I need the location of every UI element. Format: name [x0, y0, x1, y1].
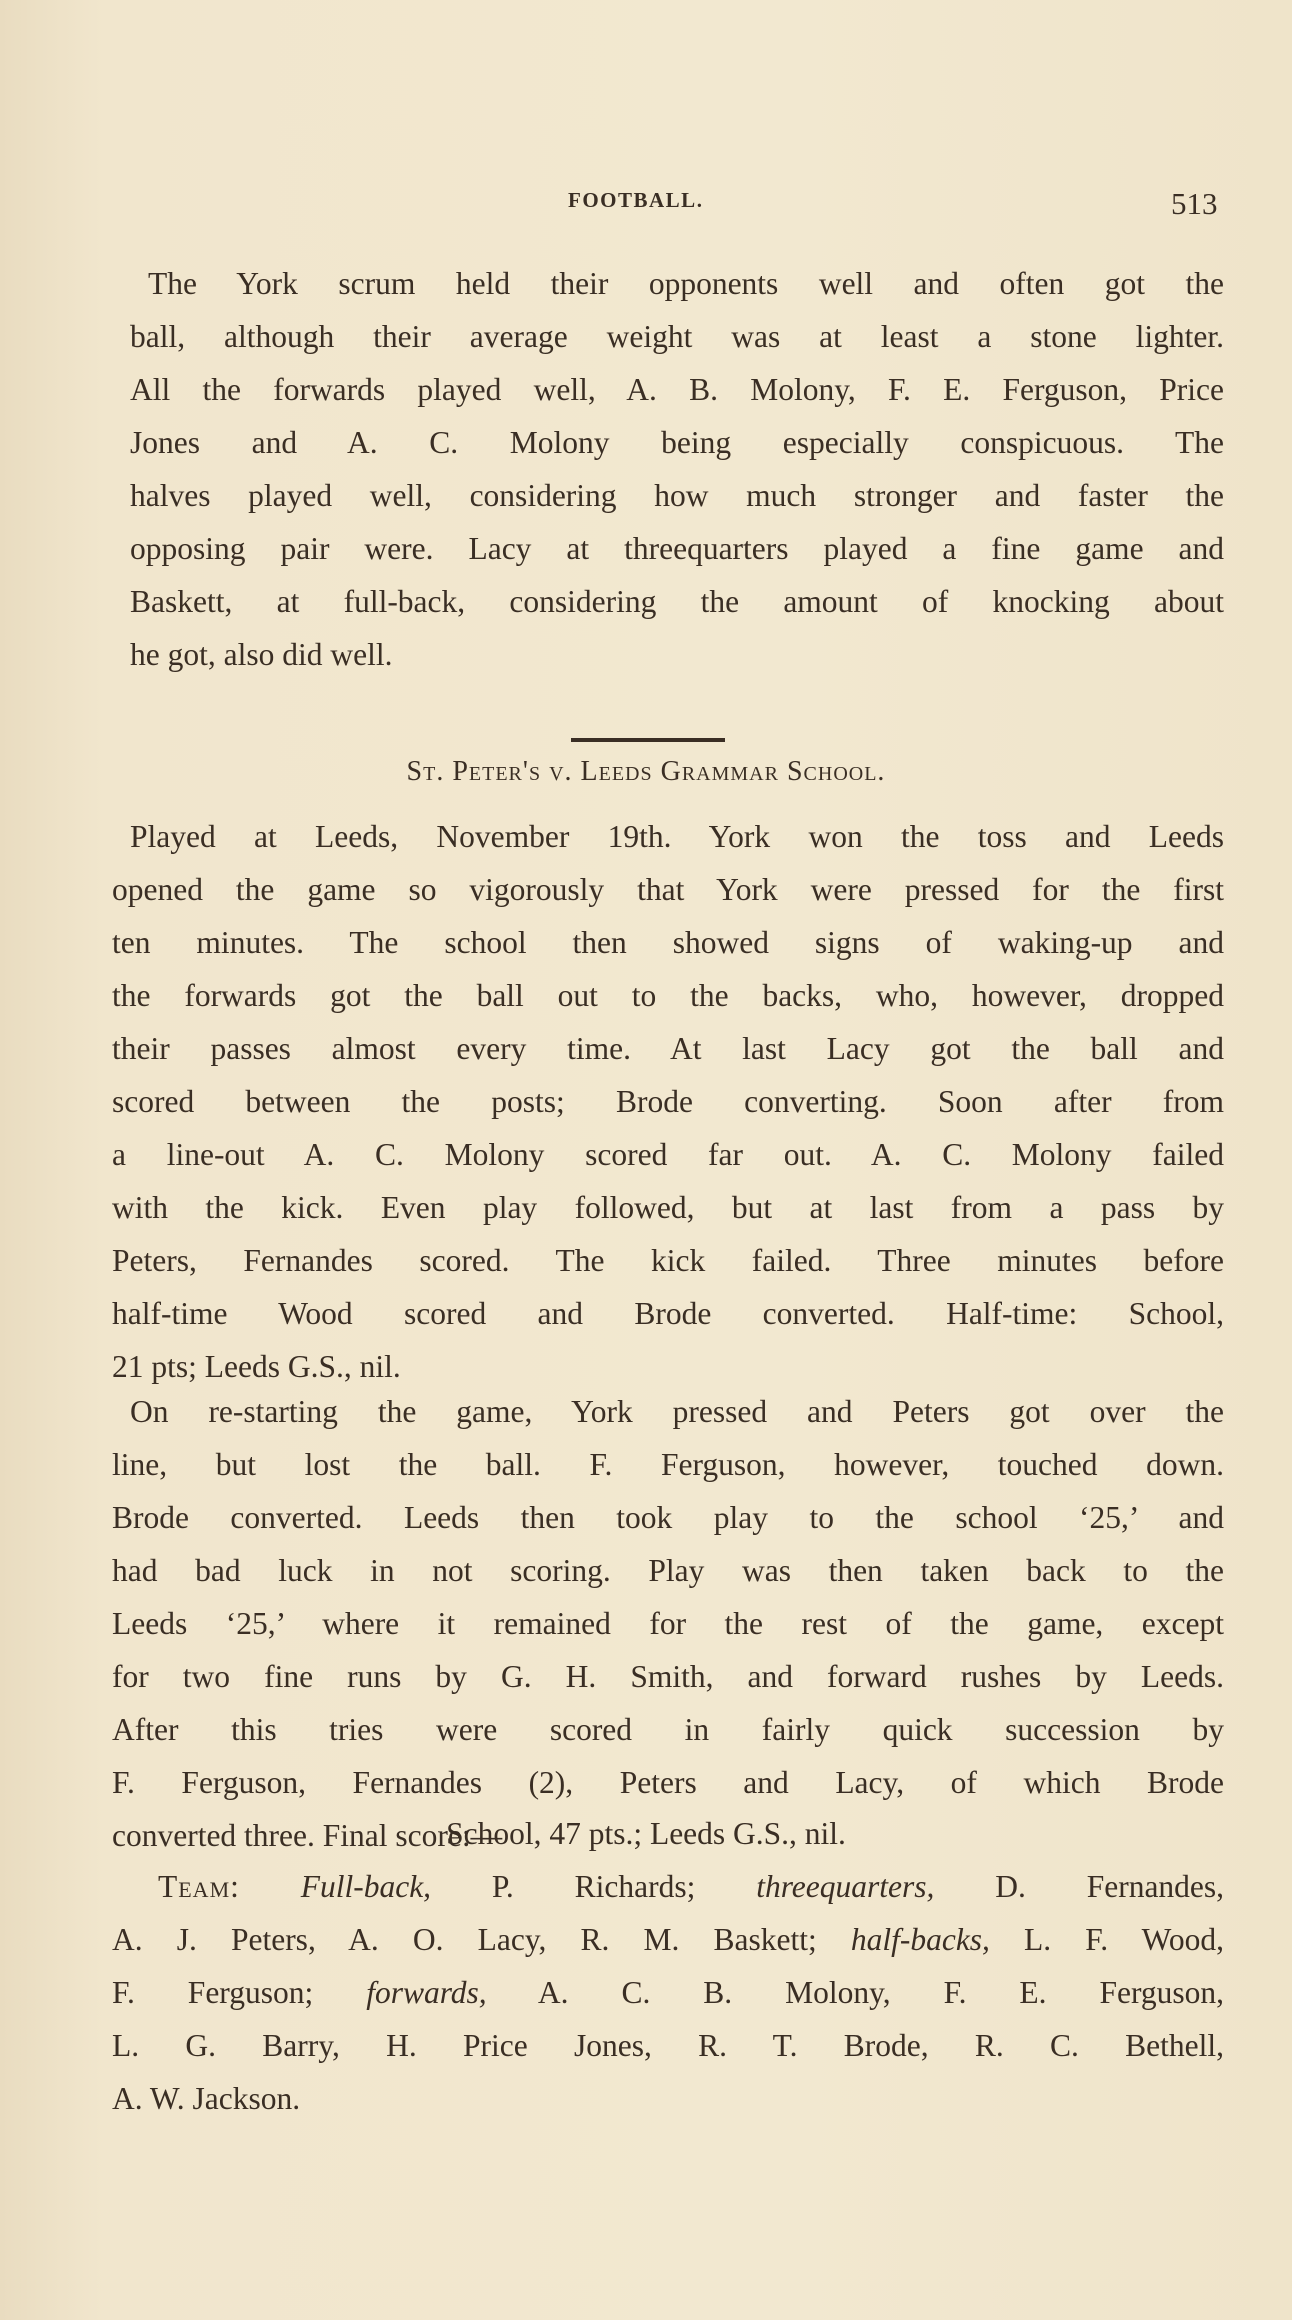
- role-fullback: Full-back,: [300, 1869, 432, 1904]
- role-forwards: forwards,: [366, 1975, 487, 2010]
- text-line: F. Ferguson, Fernandes (2), Peters and Lacy, of which Brode: [112, 1765, 1224, 1800]
- text-line: 21 pts; Leeds G.S., nil.: [112, 1349, 401, 1384]
- role-threequarters: threequarters,: [756, 1869, 935, 1904]
- text-line: [112, 1913, 1224, 1966]
- text-line: After this tries were scored in fairly quick succession by: [112, 1712, 1224, 1747]
- text-line: had bad luck in not scoring. Play was then taken back to the: [112, 1553, 1224, 1588]
- team-label: Team:: [158, 1869, 240, 1904]
- text-line: ten minutes. The school then showed signs of waking-up and: [112, 925, 1224, 960]
- role-halfbacks: half-backs,: [850, 1922, 990, 1957]
- text-line: scored between the posts; Brode converting. Soon after from: [112, 1084, 1224, 1119]
- player-names: A. J. Peters, A. O. Lacy, R. M. Baskett;: [112, 1922, 817, 1957]
- text-line: halves played well, considering how much stronger and faster the: [130, 478, 1224, 513]
- text-line: A. W. Jackson.: [112, 2081, 301, 2116]
- text-line: [112, 1860, 1224, 1913]
- text-line: half-time Wood scored and Brode converted. Half-time: School,: [112, 1296, 1224, 1331]
- text-line: Leeds ‘25,’ where it remained for the rest of the game, except: [112, 1606, 1224, 1641]
- text-line: ball, although their average weight was at least a stone lighter.: [130, 319, 1224, 354]
- text-line: he got, also did well.: [130, 637, 393, 672]
- page-number: 513: [1171, 186, 1218, 221]
- player-names: P. Richards;: [491, 1869, 696, 1904]
- player-names: F. Ferguson;: [112, 1975, 314, 2010]
- text-line: Peters, Fernandes scored. The kick failed. Three minutes before: [112, 1243, 1224, 1278]
- text-line: Baskett, at full-back, considering the amount of knocking about: [130, 584, 1224, 619]
- text-line: the forwards got the ball out to the backs, who, however, dropped: [112, 978, 1224, 1013]
- player-names: L. F. Wood,: [1024, 1922, 1225, 1957]
- player-names: D. Fernandes,: [995, 1869, 1225, 1904]
- section-heading: St. Peter's v. Leeds Grammar School.: [406, 756, 886, 787]
- text-line: Brode converted. Leeds then took play to the school ‘25,’ and: [112, 1500, 1224, 1535]
- team-listing: [112, 1860, 1224, 2125]
- text-line: Played at Leeds, November 19th. York won the toss and Leeds: [130, 819, 1224, 854]
- text-line: opened the game so vigorously that York were pressed for the first: [112, 872, 1224, 907]
- text-line: L. G. Barry, H. Price Jones, R. T. Brode, R. C. Bethell,: [112, 2028, 1224, 2063]
- text-line: All the forwards played well, A. B. Molony, F. E. Ferguson, Price: [130, 372, 1224, 407]
- text-line: Jones and A. C. Molony being especially conspicuous. The: [130, 425, 1224, 460]
- text-line: with the kick. Even play followed, but at last from a pass by: [112, 1190, 1224, 1225]
- paragraph-match-report: [112, 810, 1224, 1393]
- final-score: School, 47 pts.; Leeds G.S., nil.: [446, 1816, 846, 1851]
- text-line: their passes almost every time. At last Lacy got the ball and: [112, 1031, 1224, 1066]
- section-divider-rule: [571, 738, 725, 742]
- text-line: opposing pair were. Lacy at threequarters played a fine game and: [130, 531, 1224, 566]
- player-names: A. C. B. Molony, F. E. Ferguson,: [537, 1975, 1225, 2010]
- paragraph-second-half: [112, 1385, 1224, 1862]
- text-line: [112, 1966, 1224, 2019]
- text-line: line, but lost the ball. F. Ferguson, however, touched down.: [112, 1447, 1224, 1482]
- text-line: a line-out A. C. Molony scored far out. A. C. Molony failed: [112, 1137, 1224, 1172]
- running-head-title: FOOTBALL.: [568, 188, 704, 212]
- running-head: [0, 188, 1292, 228]
- text-line: On re-starting the game, York pressed and Peters got over the: [130, 1394, 1224, 1429]
- text-line: converted three. Final score:—: [112, 1818, 503, 1853]
- text-line: The York scrum held their opponents well and often got the: [148, 266, 1224, 301]
- paragraph-york-scrum: [112, 257, 1224, 681]
- text-line: for two fine runs by G. H. Smith, and forward rushes by Leeds.: [112, 1659, 1224, 1694]
